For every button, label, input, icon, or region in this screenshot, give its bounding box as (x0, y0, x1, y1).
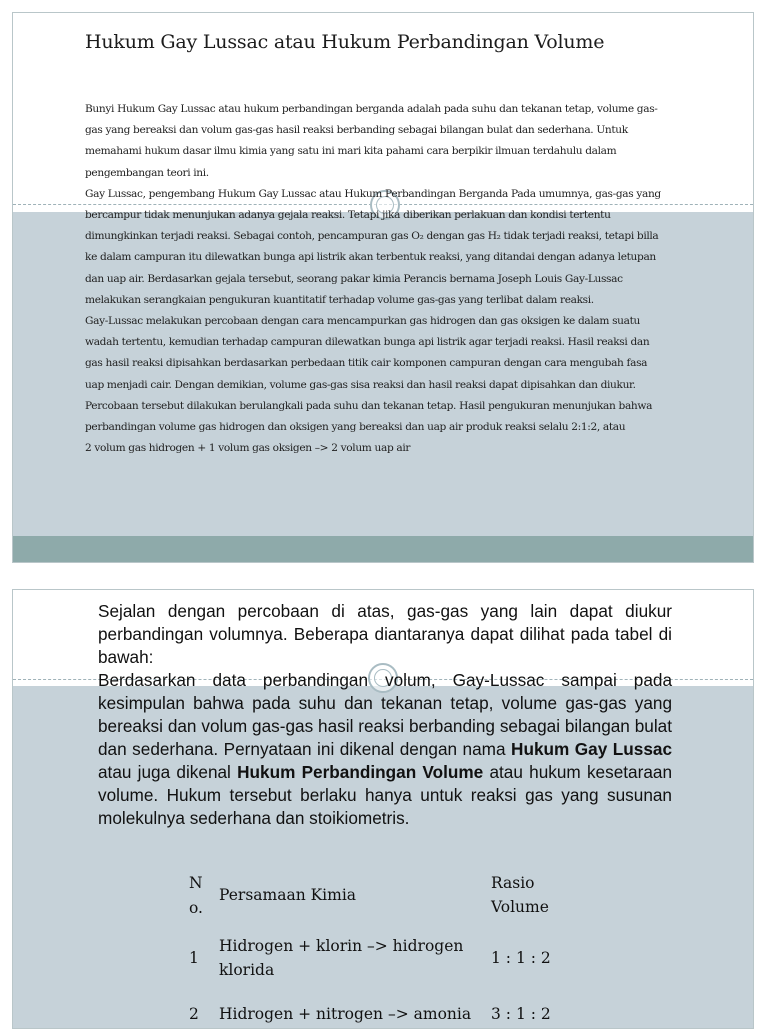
body-line: dan uap air. Berdasarkan gejala tersebut, seorang pakar kimia Perancis bernama Joseph Louis Gay-Lussac (85, 272, 623, 285)
slide-1-title: Hukum Gay Lussac atau Hukum Perbandingan Volume (85, 31, 605, 53)
row-ratio: 3 : 1 : 2 (491, 1005, 551, 1023)
slide-1-body (85, 99, 677, 459)
conclusion-text: atau hukum kesetaraan volume. Hukum tersebut berlaku hanya untuk reaksi gas yang susunan molekulnya sederhana dan stoikiometris. (98, 762, 673, 828)
body-line: Gay-Lussac melakukan percobaan dengan cara mencampurkan gas hidrogen dan gas oksigen ke dalam suatu (85, 315, 640, 328)
table-row (189, 986, 581, 1029)
body-line: gas yang bereaksi dan volum gas-gas hasil reaksi berbanding sebagai bilangan bulat dan sederhana. Untuk (85, 124, 628, 137)
header-ratio: Rasio Volume (491, 874, 549, 916)
body-line: ke dalam campuran itu dilewatkan bunga api listrik akan terbentuk reaksi, yang ditandai dengan adanya letupan (85, 251, 656, 264)
body-line: bercampur tidak menunjukan adanya gejala reaksi. Tetapi jika diberikan perlakuan dan kondisi tertentu (85, 209, 611, 222)
row-no: 1 (189, 949, 199, 967)
table-header-row (189, 860, 581, 930)
body-line: memahami hukum dasar ilmu kimia yang satu ini mari kita pahami cara berpikir ilmuan terdahulu dalam (85, 145, 617, 158)
row-equation: Hidrogen + nitrogen –> amonia (219, 1005, 472, 1023)
conclusion-paragraph (98, 669, 672, 830)
volume-ratio-table (189, 860, 581, 1029)
intro-paragraph: Sejalan dengan percobaan di atas, gas-gas yang lain dapat diukur perbandingan volumnya. Beberapa diantaranya dapat dilihat pada tabel di bawah: (98, 601, 672, 667)
table-row (189, 930, 581, 986)
header-equation: Persamaan Kimia (219, 886, 357, 904)
conclusion-text: Berdasarkan data perbandingan volum, Gay-Lussac sampai pada kesimpulan bahwa pada suhu dan tekanan tetap, volume gas-gas yang bereaksi dan volum gas-gas hasil reaksi berbanding sebagai bilangan bulat dan sederhana. Pernyataan ini dikenal dengan nama (98, 670, 672, 759)
row-ratio: 1 : 1 : 2 (491, 949, 551, 967)
slide-1-footer-band (13, 536, 753, 562)
body-line: Gay Lussac, pengembang Hukum Gay Lussac atau Hukum Perbandingan Berganda Pada umumnya, gas-gas yang (85, 187, 661, 200)
row-no: 2 (189, 1005, 199, 1023)
row-equation: Hidrogen + klorin –> hidrogen klorida (219, 937, 464, 979)
body-line: perbandingan volume gas hidrogen dan oksigen yang bereaksi dan uap air produk reaksi selalu 2:1:2, atau (85, 421, 626, 434)
body-line: Percobaan tersebut dilakukan berulangkali pada suhu dan tekanan tetap. Hasil pengukuran menunjukan bahwa (85, 399, 653, 412)
slide-2 (12, 589, 754, 1029)
table-header-cell (189, 860, 219, 930)
header-no: No. (189, 874, 203, 917)
body-line: pengembangan teori ini. (85, 166, 209, 179)
slide-1 (12, 12, 754, 563)
conclusion-text: atau juga dikenal (98, 762, 238, 782)
body-line: gas hasil reaksi dipisahkan berdasarkan perbedaan titik cair komponen campuran dengan cara mengubah fasa (85, 357, 648, 370)
body-line: Bunyi Hukum Gay Lussac atau hukum perbandingan berganda adalah pada suhu dan tekanan tetap, volume gas- (85, 103, 658, 115)
slide-2-body (98, 600, 672, 830)
table-header-cell (219, 860, 491, 930)
law-alt-name-bold: Hukum Perbandingan Volume (237, 762, 484, 782)
body-line: uap menjadi cair. Dengan demikian, volume gas-gas sisa reaksi dan hasil reaksi dapat dipisahkan dan diukur. (85, 378, 636, 391)
law-name-bold: Hukum Gay Lussac (511, 739, 672, 759)
body-line: dimungkinkan terjadi reaksi. Sebagai contoh, pencampuran gas O₂ dengan gas H₂ tidak terjadi reaksi, tetapi billa (85, 230, 659, 243)
body-line: 2 volum gas hidrogen + 1 volum gas oksigen –> 2 volum uap air (85, 442, 411, 455)
body-line: wadah tertentu, kemudian terhadap campuran dilewatkan bunga api listrik agar terjadi reaksi. Hasil reaksi dan (85, 336, 650, 349)
body-line: melakukan serangkaian pengukuran kuantitatif terhadap volume gas-gas yang terlibat dalam reaksi. (85, 293, 594, 306)
